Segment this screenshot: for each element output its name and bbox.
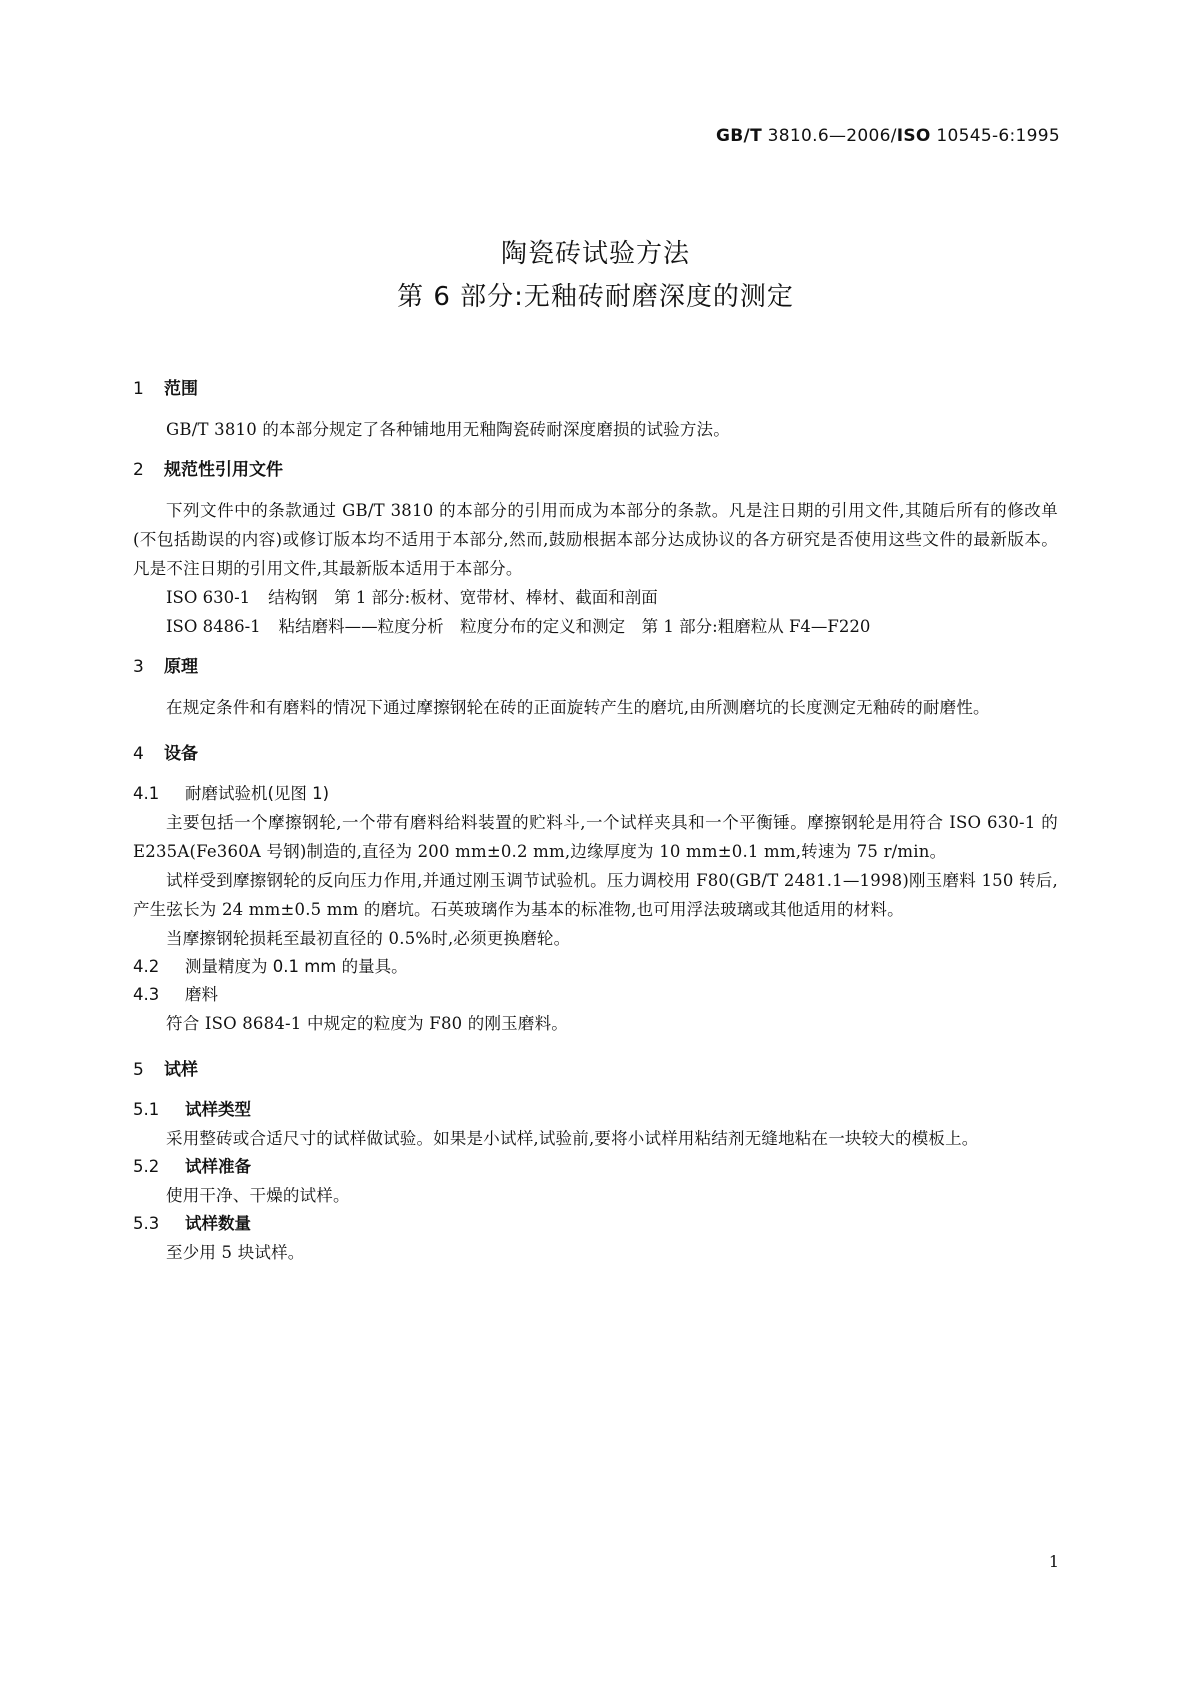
std-code-mid: 3810.6—2006/ [761,126,897,146]
section-4-title: 设备 [164,744,198,764]
reference-item-1 [133,583,1058,612]
subsection-5-1-text: 采用整砖或合适尺寸的试样做试验。如果是小试样,试验前,要将小试样用粘结剂无缝地粘在一块较大的模板上。 [166,1129,979,1148]
subsection-4-1-heading [133,780,1058,808]
section-1-title: 范围 [164,379,198,399]
subsection-5-3-text: 至少用 5 块试样。 [166,1243,305,1262]
subsection-5-2-text: 使用干净、干燥的试样。 [166,1186,350,1205]
subsection-5-3-number: 5.3 [133,1214,160,1233]
reference-1-title: 结构钢 第 1 部分:板材、宽带材、棒材、截面和剖面 [268,588,658,607]
subsection-4-1-paragraph-2: 试样受到摩擦钢轮的反向压力作用,并通过刚玉调节试验机。压力调校用 F80(GB/T 2481.1—1998)刚玉磨料 150 转后,产生弦长为 24 mm±0.5 mm 的磨坑。石英玻璃作为基本的标准物,也可用浮法玻璃或其他适用的材料。 [133,871,1058,919]
subsection-5-2-number: 5.2 [133,1157,160,1176]
section-2-heading [133,457,1058,483]
subsection-4-2-heading [133,953,1058,981]
subsection-4-2-title: 测量精度为 0.1 mm 的量具。 [185,957,408,976]
section-2-text: 下列文件中的条款通过 GB/T 3810 的本部分的引用而成为本部分的条款。凡是注日期的引用文件,其随后所有的修改单(不包括勘误的内容)或修订版本均不适用于本部分,然而,鼓励根据本部分达成协议的各方研究是否使用这些文件的最新版本。凡是不注日期的引用文件,其最新版本适用于本部分。 [133,501,1058,578]
section-3-number: 3 [133,657,144,677]
section-2-title: 规范性引用文件 [164,460,283,480]
subsection-4-1-number: 4.1 [133,784,160,803]
subsection-5-2-heading [133,1153,1058,1181]
section-3-text: 在规定条件和有磨料的情况下通过摩擦钢轮在砖的正面旋转产生的磨坑,由所测磨坑的长度测定无釉砖的耐磨性。 [166,698,990,717]
subsection-5-1-title: 试样类型 [185,1100,251,1119]
section-4-number: 4 [133,744,144,764]
reference-2-title: 粘结磨料——粒度分析 粒度分布的定义和测定 第 1 部分:粗磨粒从 F4—F220 [278,617,871,636]
subsection-5-1-number: 5.1 [133,1100,160,1119]
reference-1-code: ISO 630-1 [166,588,251,607]
reference-2-code: ISO 8486-1 [166,617,261,636]
subsection-4-3-title: 磨料 [185,985,218,1004]
standard-code-header [716,126,1060,146]
subsection-4-1-paragraph-3: 当摩擦钢轮损耗至最初直径的 0.5%时,必须更换磨轮。 [166,929,571,948]
section-4-heading [133,741,1058,767]
section-2-number: 2 [133,460,144,480]
page-number: 1 [1048,1552,1059,1571]
document-title: 陶瓷砖试验方法 [500,239,690,269]
section-5-number: 5 [133,1060,144,1080]
subsection-5-3-heading [133,1210,1058,1238]
subsection-4-2-number: 4.2 [133,957,160,976]
section-1-number: 1 [133,379,144,399]
section-5-title: 试样 [164,1060,198,1080]
std-code-prefix: GB/T [716,126,762,146]
section-1-text: GB/T 3810 的本部分规定了各种铺地用无釉陶瓷砖耐深度磨损的试验方法。 [166,420,730,439]
document-body [133,376,1058,1267]
subsection-5-1-heading [133,1096,1058,1124]
section-3-heading [133,654,1058,680]
subsection-4-3-text: 符合 ISO 8684-1 中规定的粒度为 F80 的刚玉磨料。 [166,1014,568,1033]
section-1-heading [133,376,1058,402]
reference-item-2 [133,612,1058,641]
section-5-heading [133,1057,1058,1083]
std-code-iso: ISO [896,126,931,146]
subsection-4-1-title: 耐磨试验机(见图 1) [185,784,330,803]
subsection-4-1-paragraph-1: 主要包括一个摩擦钢轮,一个带有磨料给料装置的贮料斗,一个试样夹具和一个平衡锤。摩擦钢轮是用符合 ISO 630-1 的 E235A(Fe360A 号钢)制造的,直径为 200 mm±0.2 mm,边缘厚度为 10 mm±0.1 mm,转速为 75 r/min。 [133,813,1058,861]
subsection-4-3-heading [133,981,1058,1009]
document-subtitle: 第 6 部分:无釉砖耐磨深度的测定 [397,282,794,312]
subsection-4-3-number: 4.3 [133,985,160,1004]
section-3-title: 原理 [164,657,198,677]
std-code-suffix: 10545-6:1995 [930,126,1060,146]
subsection-5-2-title: 试样准备 [185,1157,251,1176]
subsection-5-3-title: 试样数量 [185,1214,251,1233]
